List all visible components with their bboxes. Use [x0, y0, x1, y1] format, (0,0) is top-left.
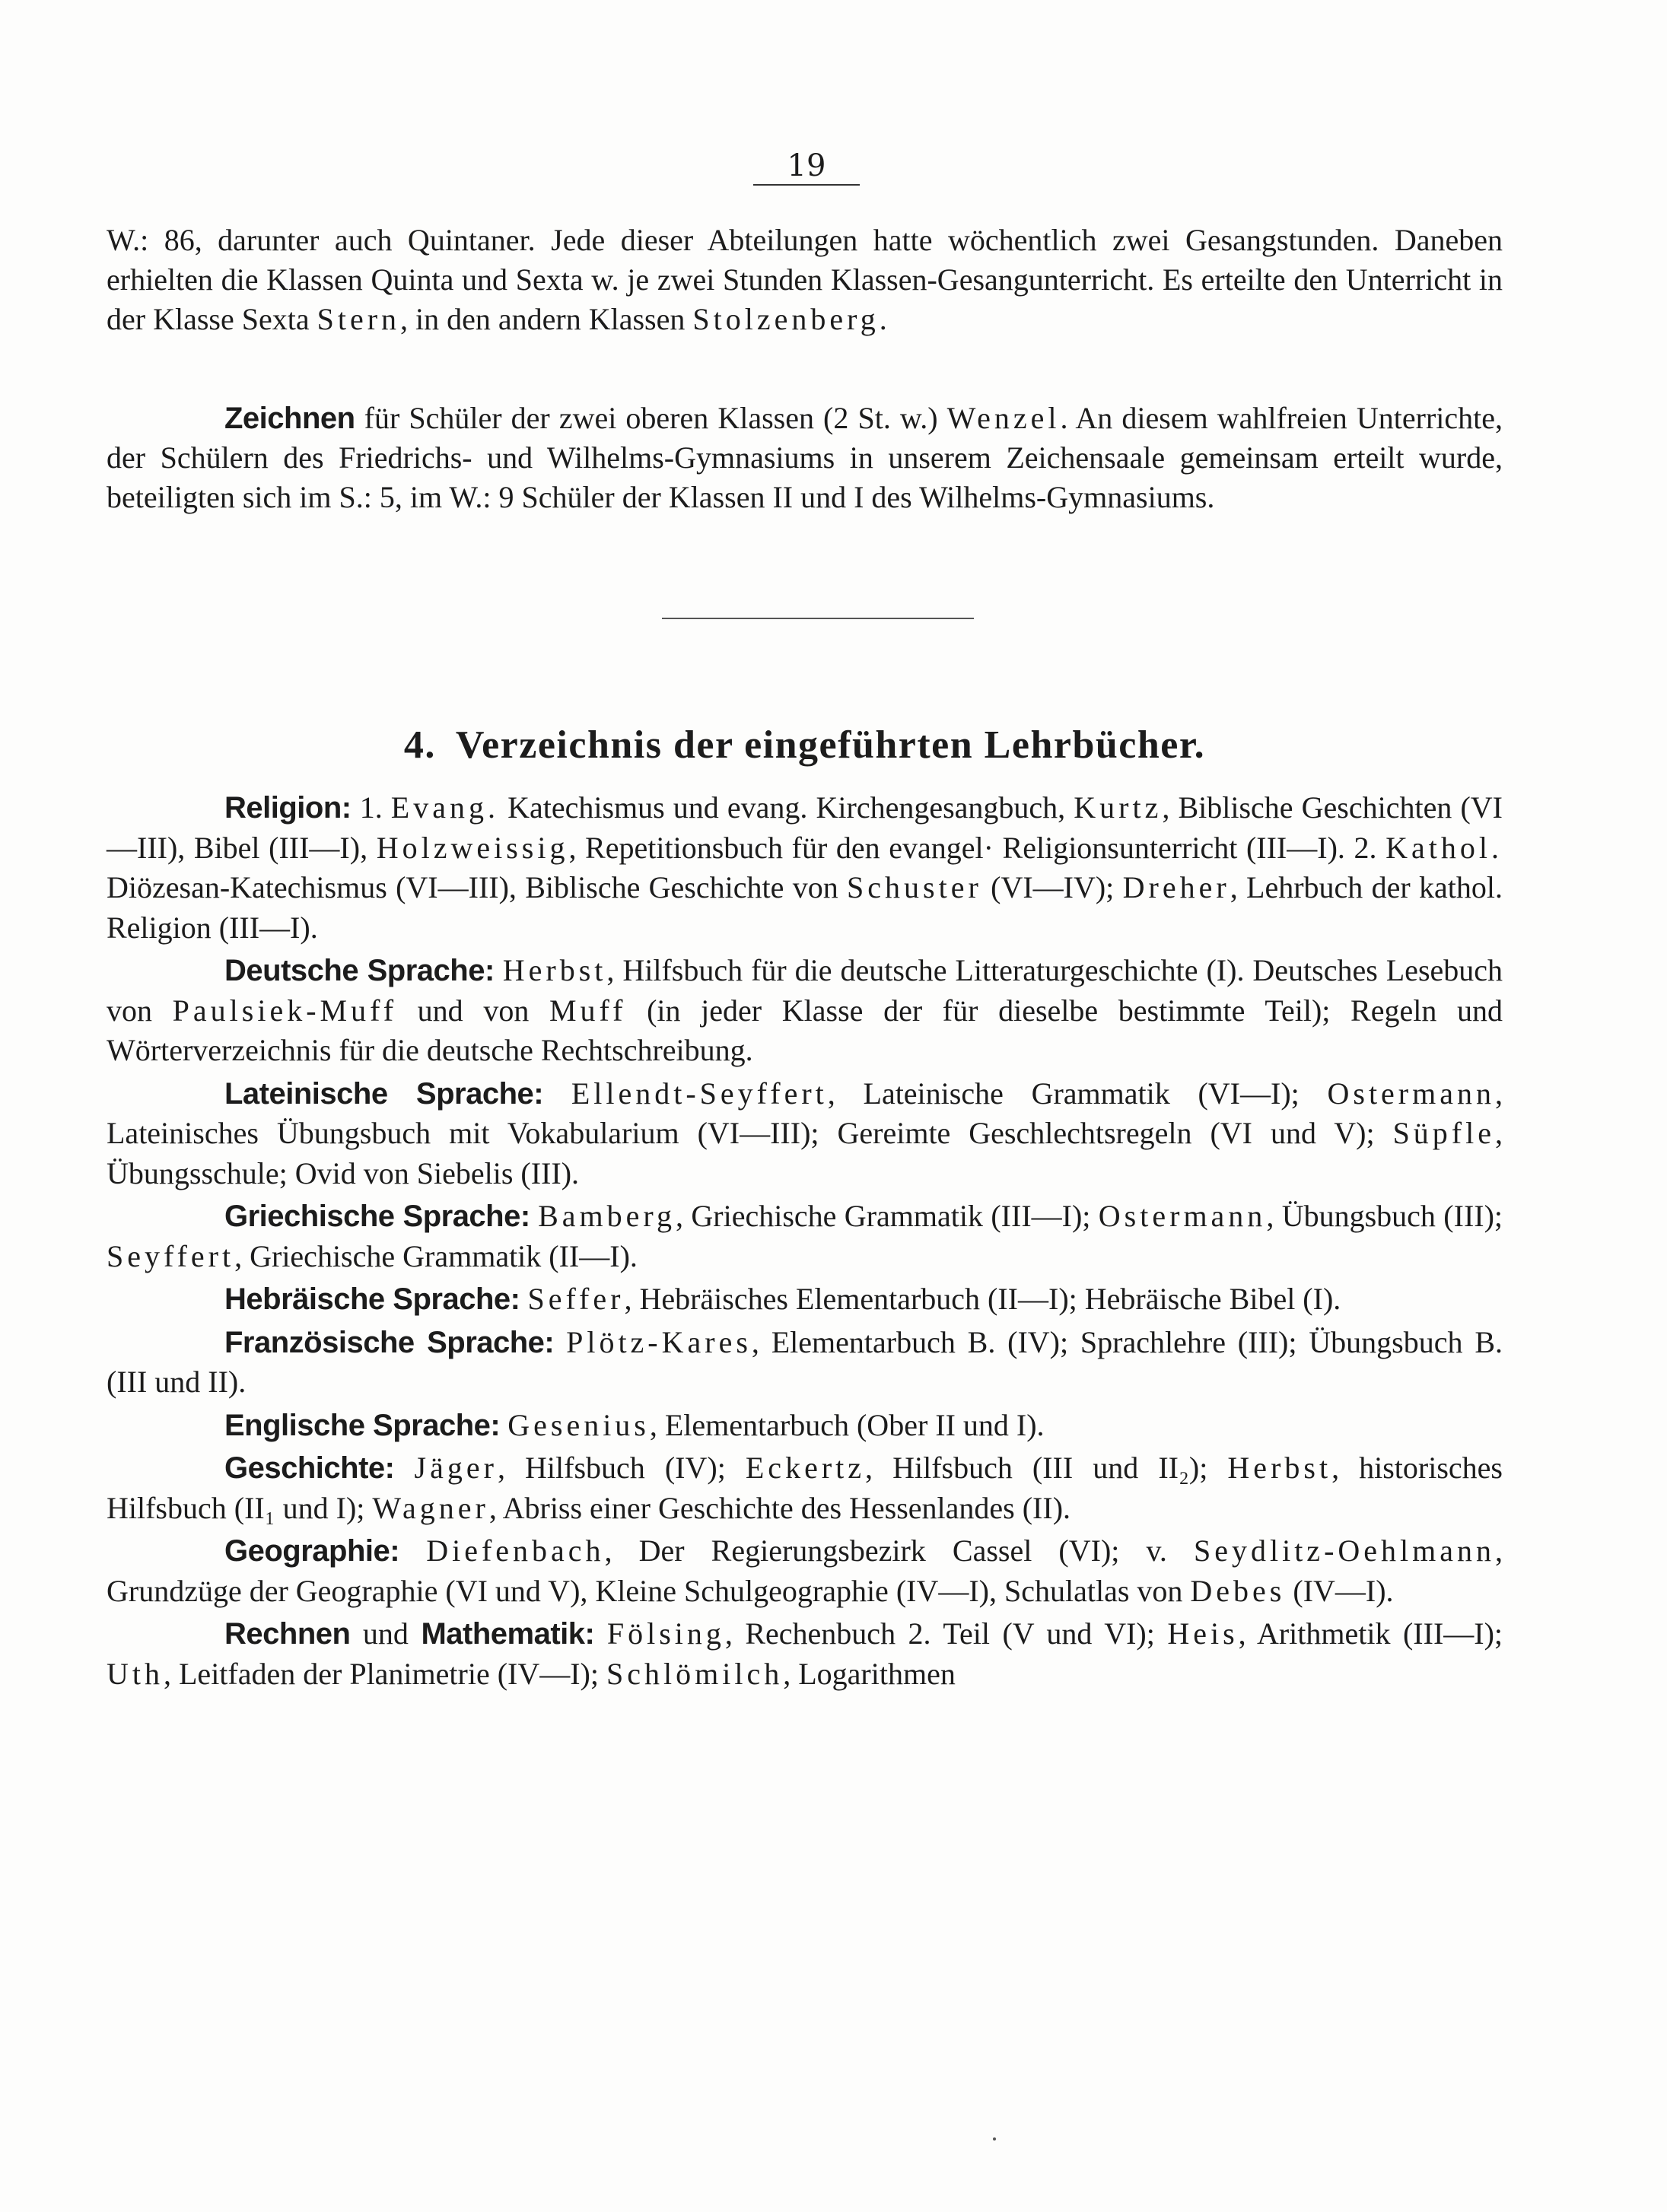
author-name: Schuster: [847, 870, 982, 904]
author-name: Ostermann: [1327, 1076, 1495, 1111]
author-name: Eckertz: [745, 1451, 866, 1485]
author-name: Ostermann: [1098, 1199, 1267, 1233]
section-heading: [107, 723, 1503, 768]
subject-label: Religion:: [224, 791, 352, 825]
author-name: Seffer: [527, 1282, 625, 1316]
subject-label: Deutsche Sprache:: [224, 954, 495, 987]
author-name: Paulsiek-Muff: [172, 993, 398, 1028]
author-name: Uth: [107, 1656, 164, 1691]
author-name: Bamberg: [538, 1199, 676, 1233]
subject-label: Rechnen: [224, 1617, 351, 1651]
subject-label: Lateinische Sprache:: [224, 1076, 544, 1111]
author-name: Herbst: [1227, 1451, 1332, 1485]
textbook-list: [107, 788, 1503, 1697]
subject-label: Mathematik:: [421, 1617, 595, 1651]
textbook-entry: Geographie: Diefenbach, Der Regierungsbezirk Cassel (VI); v. Seydlitz-Oehlmann, Grundzüge der Geographie (VI und V), Kleine Schulgeographie (IV—I), Schulatlas von Debes (IV—I).: [107, 1533, 1503, 1608]
subject-label: Zeichnen: [224, 402, 355, 435]
print-speck: [993, 2137, 996, 2140]
subject-label: Hebräische Sprache:: [224, 1282, 520, 1316]
subject-label: Französische Sprache:: [224, 1325, 555, 1359]
author-name: Dreher: [1122, 870, 1230, 904]
subject-label: Geschichte:: [224, 1451, 395, 1485]
textbook-entry: Rechnen und Mathematik: Fölsing, Rechenbuch 2. Teil (V und VI); Heis, Arithmetik (III—I); Uth, Leitfaden der Planimetrie (IV—I); Schlömilch, Logarithmen: [107, 1616, 1503, 1691]
author-name: Wagner: [372, 1490, 489, 1525]
textbook-entry: Geschichte: Jäger, Hilfsbuch (IV); Eckertz, Hilfsbuch (III und II₂); Herbst, historisches Hilfsbuch (II₁ und I); Wagner, Abriss einer Geschichte des Hessenlandes (II).: [107, 1451, 1503, 1525]
textbook-entry: Griechische Sprache: Bamberg, Griechische Grammatik (III—I); Ostermann, Übungsbuch (III); Seyffert, Griechische Grammatik (II—I).: [107, 1199, 1503, 1273]
author-name: Muff: [549, 993, 627, 1028]
gesang-paragraph: W.: 86, darunter auch Quintaner. Jede dieser Abteilungen hatte wöchentlich zwei Gesangstunden. Daneben erhielten die Klassen Quinta und Sexta w. je zwei Stunden Klassen-Gesangunterricht. Es erteilte den Unterricht in der Klasse Sexta Stern, in den andern Klassen Stolzenberg.: [107, 223, 1503, 336]
author-name: Fölsing: [606, 1616, 725, 1651]
author-name: Evang.: [390, 790, 499, 825]
author-name: Schlömilch: [606, 1656, 784, 1691]
textbook-entry: Lateinische Sprache: Ellendt-Seyffert, Lateinische Grammatik (VI—I); Ostermann, Lateinisches Übungsbuch mit Vokabularium (VI—III); Gereimte Geschlechtsregeln (VI und V); Süpfle, Übungsschule; Ovid von Siebelis (III).: [107, 1076, 1503, 1190]
author-name: Herbst: [502, 953, 607, 987]
textbook-entry: Hebräische Sprache: Seffer, Hebräisches Elementarbuch (II—I); Hebräische Bibel (I).: [224, 1282, 1341, 1316]
author-name: Seydlitz-Oehlmann: [1193, 1533, 1496, 1568]
subject-label: Geographie:: [224, 1534, 400, 1568]
section-number: 4.: [403, 723, 436, 767]
author-name: Jäger: [414, 1451, 498, 1485]
teacher-name: Stern: [317, 302, 401, 336]
section-divider: [662, 618, 974, 619]
author-name: Plötz-Kares: [566, 1324, 752, 1359]
author-name: Kurtz: [1074, 790, 1163, 825]
author-name: Diefenbach: [426, 1533, 605, 1568]
subject-label: Englische Sprache:: [224, 1408, 501, 1442]
author-name: Kathol.: [1385, 830, 1503, 865]
author-name: Gesenius: [507, 1407, 650, 1442]
teacher-name: Stolzenberg: [692, 302, 880, 336]
author-name: Ellendt-Seyffert: [571, 1076, 828, 1111]
page-number: 19: [753, 151, 860, 186]
textbook-entry: Deutsche Sprache: Herbst, Hilfsbuch für die deutsche Litteraturgeschichte (I). Deutsches Lesebuch von Paulsiek-Muff und von Muff (in jeder Klasse der für dieselbe bestimmte Teil); Regeln und Wörterverzeichnis für die deutsche Rechtschreibung.: [107, 953, 1503, 1067]
section-title: Verzeichnis der eingeführten Lehrbücher.: [455, 723, 1206, 767]
author-name: Süpfle: [1392, 1116, 1495, 1150]
zeichnen-paragraph: Zeichnen für Schüler der zwei oberen Klassen (2 St. w.) Wenzel. An diesem wahlfreien Unterrichte, der Schülern des Friedrichs- und Wilhelms-Gymnasiums in unserem Zeichensaale gemeinsam erteilt wurde, beteiligten sich im S.: 5, im W.: 9 Schüler der Klassen II und I des Wilhelms-Gymnasiums.: [107, 401, 1503, 514]
textbook-entry: Französische Sprache: Plötz-Kares, Elementarbuch B. (IV); Sprachlehre (III); Übungsbuch B. (III und II).: [107, 1324, 1503, 1399]
gesang-text: W.: 86, darunter auch Quintaner. Jede dieser Abteilungen hatte wöchentlich zwei Gesangstunden. Daneben erhielten die Klassen Quinta und Sexta w. je zwei Stunden Klassen-Gesangunterricht. Es erteilte den Unterricht in der Klasse Sexta: [107, 223, 1503, 336]
subject-label: Griechische Sprache:: [224, 1200, 530, 1233]
author-name: Holzweissig: [376, 830, 569, 865]
author-name: Seyffert: [107, 1238, 235, 1273]
author-name: Debes: [1190, 1573, 1286, 1608]
textbook-entry: Englische Sprache: Gesenius, Elementarbuch (Ober II und I).: [224, 1407, 1045, 1442]
teacher-name: Wenzel: [946, 401, 1061, 435]
textbook-entry: Religion: 1. Evang. Katechismus und evang. Kirchengesangbuch, Kurtz, Biblische Geschichten (VI—III), Bibel (III—I), Holzweissig, Repetitionsbuch für den evangel· Religionsunterricht (III—I). 2. Kathol. Diözesan-Katechismus (VI—III), Biblische Geschichte von Schuster (VI—IV); Dreher, Lehrbuch der kathol. Religion (III—I).: [107, 790, 1503, 945]
author-name: Heis: [1167, 1616, 1239, 1651]
